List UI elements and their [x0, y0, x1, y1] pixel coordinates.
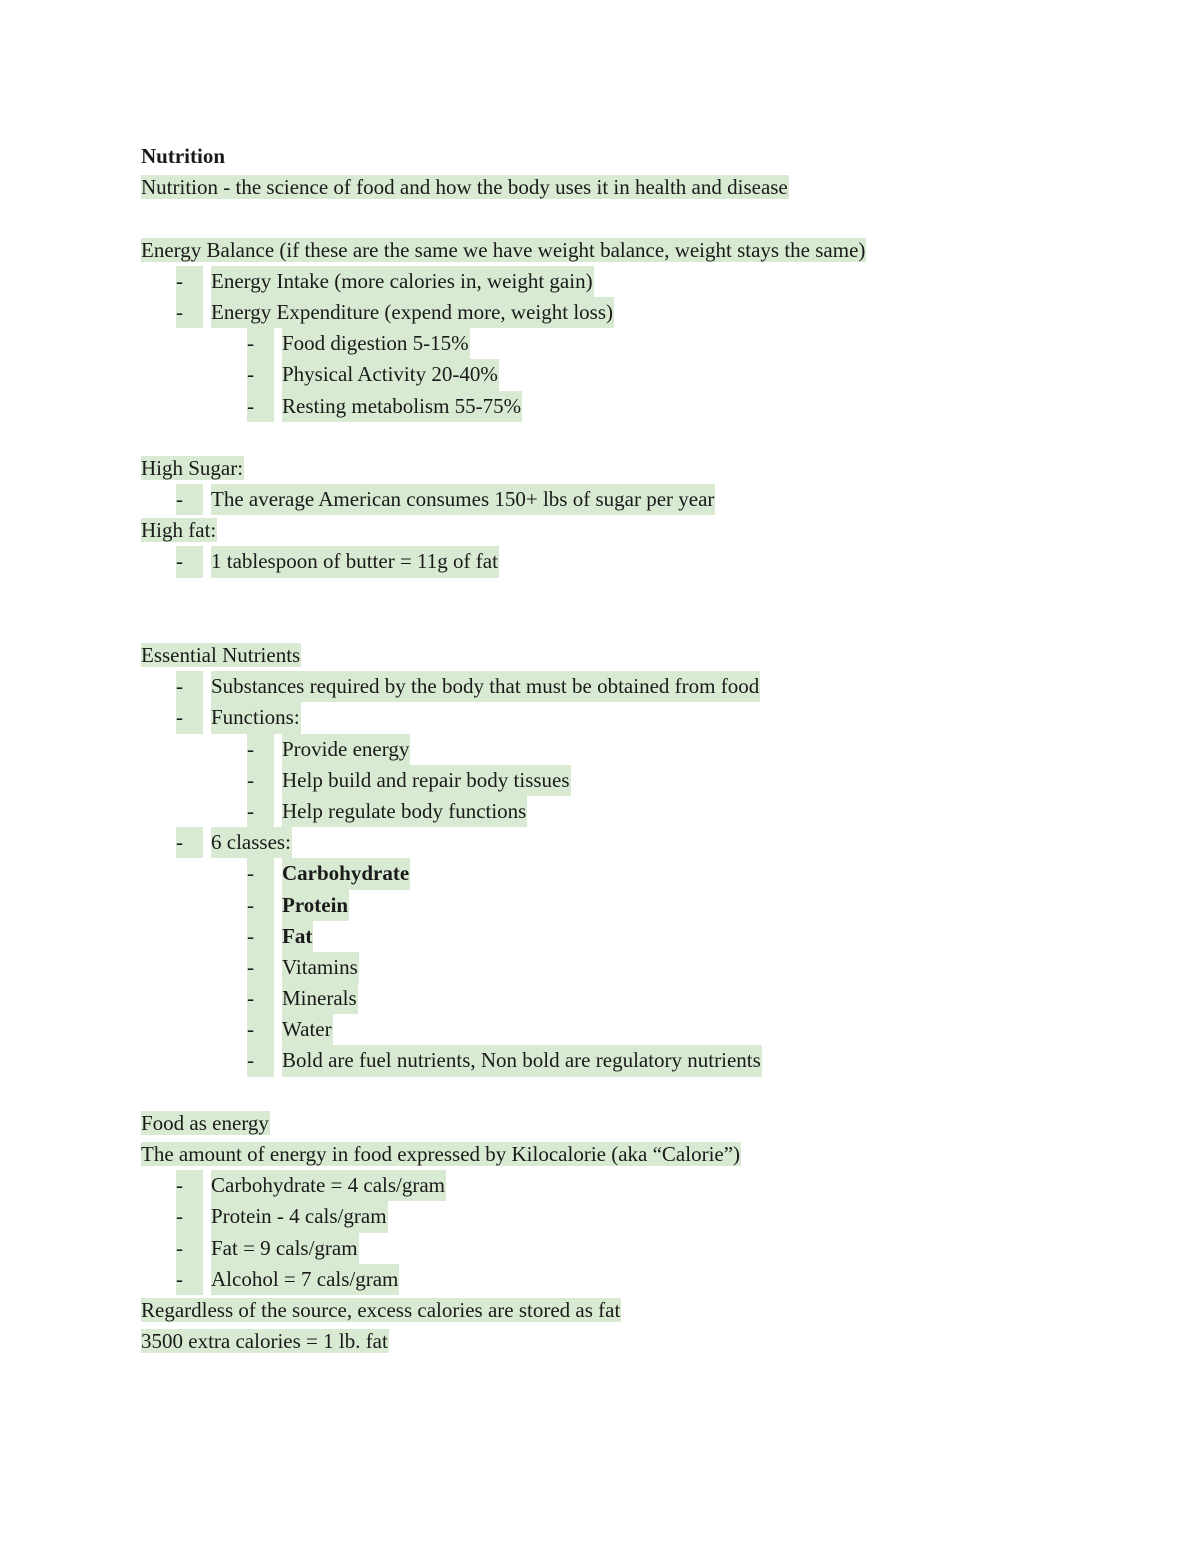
essential-heading: Essential Nutrients	[141, 643, 301, 667]
blank-line	[141, 203, 1101, 234]
energy-expenditure-text: Energy Expenditure (expend more, weight loss)	[211, 297, 614, 328]
classes-note: Bold are fuel nutrients, Non bold are regulatory nutrients	[282, 1045, 762, 1076]
high-fat-heading: High fat:	[141, 518, 217, 543]
list-item	[141, 1170, 1101, 1201]
fuel-class-item: Fat	[282, 921, 313, 952]
bullet-dash: -	[176, 1170, 203, 1201]
bullet-dash: -	[247, 765, 274, 796]
bullet-dash: -	[247, 952, 274, 983]
document-title-line	[141, 141, 1101, 172]
function-item: Help build and repair body tissues	[282, 765, 571, 796]
document-title: Nutrition	[141, 144, 225, 168]
regardless-text: Regardless of the source, excess calories are stored as fat	[141, 1297, 621, 1322]
calorie-item: Alcohol = 7 cals/gram	[211, 1264, 399, 1295]
document-page	[141, 141, 1101, 1357]
food-energy-heading-line	[141, 1108, 1101, 1139]
essential-heading-line	[141, 640, 1101, 671]
calorie-item: Carbohydrate = 4 cals/gram	[211, 1170, 446, 1201]
list-item	[141, 890, 1101, 921]
list-item	[141, 546, 1101, 577]
food-energy-intro-line	[141, 1139, 1101, 1170]
bullet-dash: -	[176, 827, 203, 858]
high-fat-item: 1 tablespoon of butter = 11g of fat	[211, 546, 499, 577]
bullet-dash: -	[247, 796, 274, 827]
list-item	[141, 921, 1101, 952]
pound-line	[141, 1326, 1101, 1357]
definition-line	[141, 172, 1101, 203]
list-item	[141, 1201, 1101, 1232]
high-fat-heading-line	[141, 515, 1101, 546]
list-item	[141, 1014, 1101, 1045]
list-item	[141, 328, 1101, 359]
substances-text: Substances required by the body that must be obtained from food	[211, 671, 760, 702]
bullet-dash: -	[176, 1264, 203, 1295]
bullet-dash: -	[247, 1014, 274, 1045]
fuel-class-item: Carbohydrate	[282, 858, 410, 889]
bullet-dash: -	[247, 1045, 274, 1076]
classes-label: 6 classes:	[211, 827, 292, 858]
bullet-dash: -	[176, 1233, 203, 1264]
list-item	[141, 671, 1101, 702]
bullet-dash: -	[176, 546, 203, 577]
list-item	[141, 952, 1101, 983]
bullet-dash: -	[176, 1201, 203, 1232]
blank-line	[141, 609, 1101, 640]
bullet-dash: -	[176, 266, 203, 297]
list-item	[141, 796, 1101, 827]
bullet-dash: -	[247, 858, 274, 889]
list-item	[141, 858, 1101, 889]
regardless-line	[141, 1295, 1101, 1326]
calorie-item: Fat = 9 cals/gram	[211, 1233, 359, 1264]
list-item	[141, 827, 1101, 858]
blank-line	[141, 578, 1101, 609]
high-sugar-heading: High Sugar:	[141, 455, 244, 480]
energy-balance-heading: Energy Balance (if these are the same we have weight balance, weight stays the same)	[141, 237, 866, 262]
bullet-dash: -	[176, 702, 203, 733]
list-item	[141, 1233, 1101, 1264]
food-energy-heading: Food as energy	[141, 1110, 269, 1135]
definition-text: Nutrition - the science of food and how the body uses it in health and disease	[141, 175, 788, 200]
list-item	[141, 359, 1101, 390]
calorie-item: Protein - 4 cals/gram	[211, 1201, 388, 1232]
bullet-dash: -	[247, 890, 274, 921]
list-item	[141, 297, 1101, 328]
expenditure-sub-item: Food digestion 5-15%	[282, 328, 470, 359]
regulatory-class-item: Water	[282, 1014, 333, 1045]
function-item: Help regulate body functions	[282, 796, 527, 827]
bullet-dash: -	[176, 484, 203, 515]
energy-balance-heading-line	[141, 235, 1101, 266]
bullet-dash: -	[247, 983, 274, 1014]
blank-line	[141, 1077, 1101, 1108]
list-item	[141, 702, 1101, 733]
regulatory-class-item: Vitamins	[282, 952, 359, 983]
high-sugar-heading-line	[141, 453, 1101, 484]
list-item	[141, 484, 1101, 515]
bullet-dash: -	[176, 671, 203, 702]
function-item: Provide energy	[282, 734, 410, 765]
list-item	[141, 1045, 1101, 1076]
functions-label: Functions:	[211, 702, 301, 733]
expenditure-sub-item: Physical Activity 20-40%	[282, 359, 499, 390]
pound-text: 3500 extra calories = 1 lb. fat	[141, 1329, 388, 1354]
bullet-dash: -	[247, 921, 274, 952]
expenditure-sub-item: Resting metabolism 55-75%	[282, 391, 522, 422]
list-item	[141, 1264, 1101, 1295]
bullet-dash: -	[247, 359, 274, 390]
energy-intake-text: Energy Intake (more calories in, weight gain)	[211, 266, 594, 297]
blank-line	[141, 422, 1101, 453]
regulatory-class-item: Minerals	[282, 983, 358, 1014]
food-energy-intro: The amount of energy in food expressed by Kilocalorie (aka “Calorie”)	[141, 1142, 741, 1166]
fuel-class-item: Protein	[282, 890, 349, 921]
list-item	[141, 391, 1101, 422]
bullet-dash: -	[247, 391, 274, 422]
bullet-dash: -	[247, 328, 274, 359]
list-item	[141, 983, 1101, 1014]
list-item	[141, 266, 1101, 297]
list-item	[141, 765, 1101, 796]
bullet-dash: -	[247, 734, 274, 765]
list-item	[141, 734, 1101, 765]
bullet-dash: -	[176, 297, 203, 328]
high-sugar-item: The average American consumes 150+ lbs of sugar per year	[211, 484, 715, 515]
